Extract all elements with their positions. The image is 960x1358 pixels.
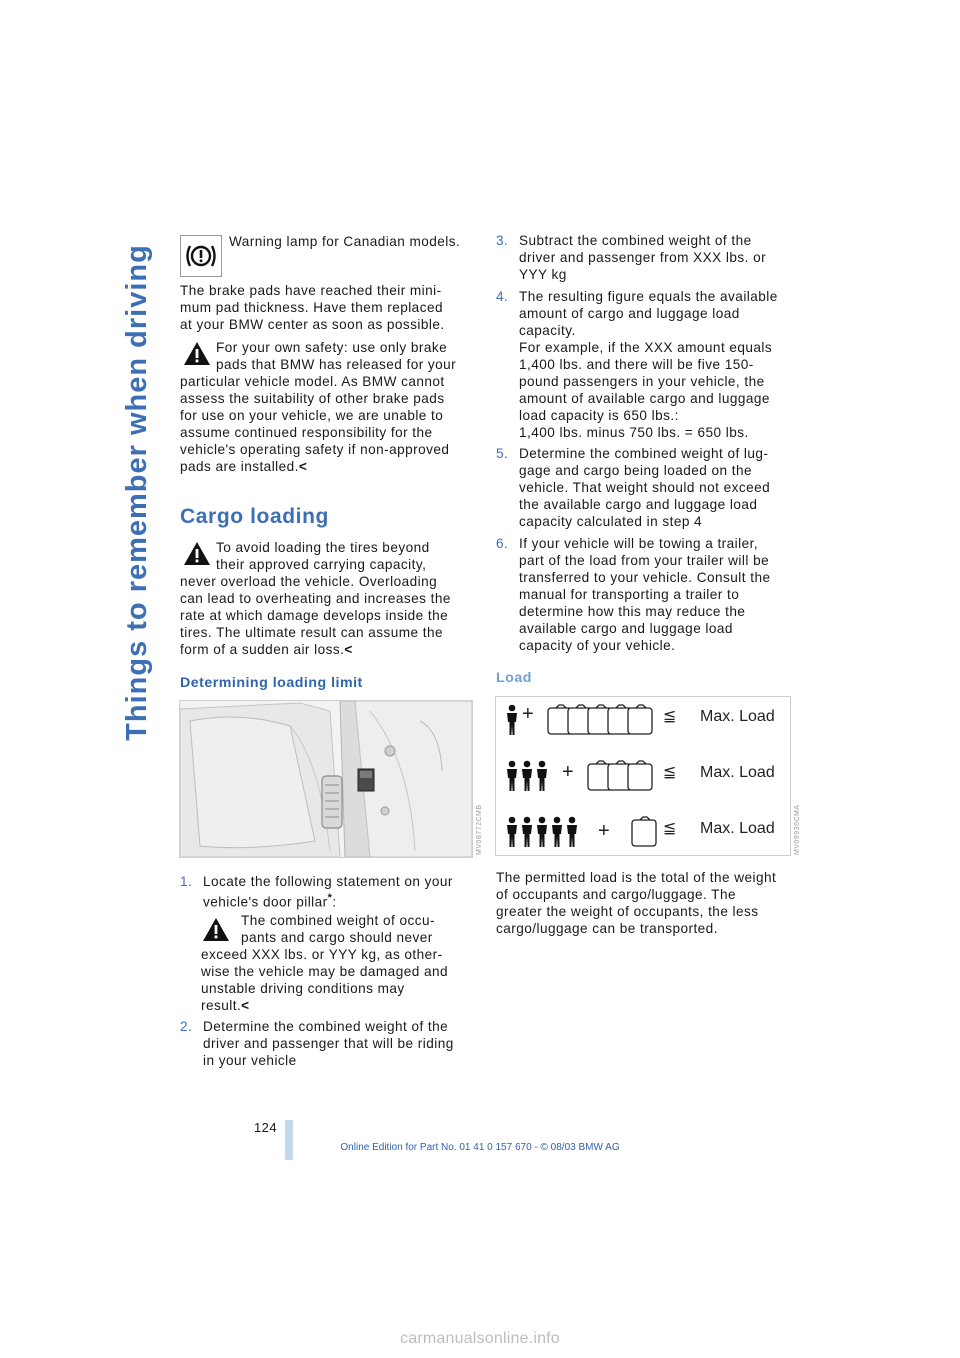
cargo-warning-paragraph bbox=[180, 539, 475, 658]
text-line: pads that BMW has released for your bbox=[216, 357, 457, 372]
text-line: driver and passenger from XXX lbs. or bbox=[519, 250, 767, 265]
load-row-1 bbox=[500, 700, 790, 740]
text-line: gage and cargo being loaded on the bbox=[519, 463, 752, 478]
luggage-icons bbox=[586, 760, 658, 792]
sidebar-title bbox=[112, 232, 162, 752]
door-pillar-quote bbox=[201, 912, 476, 1014]
text-line: capacity calculated in step 4 bbox=[519, 514, 703, 529]
load-row-3 bbox=[500, 812, 790, 852]
luggage-icon bbox=[630, 816, 660, 848]
text-line: If your vehicle will be towing a trailer, bbox=[519, 536, 759, 551]
text-line: mum pad thickness. Have them replaced bbox=[180, 300, 443, 315]
less-or-equal-sign: ≦ bbox=[663, 764, 677, 781]
end-mark: < bbox=[241, 998, 250, 1013]
door-figure-code: MV08772CMB bbox=[476, 804, 483, 855]
watermark: carmanualsonline.info bbox=[400, 1330, 560, 1347]
plus-sign: + bbox=[562, 761, 575, 783]
text-line: available cargo and luggage load bbox=[519, 621, 733, 636]
text-line: greater the weight of occupants, the less bbox=[496, 904, 759, 919]
text-line: Locate the following statement on your bbox=[203, 874, 453, 889]
load-heading: Load bbox=[496, 670, 532, 686]
text-line: vehicle's operating safety if non-approved bbox=[180, 442, 450, 457]
text-line: can lead to overheating and increases the bbox=[180, 591, 451, 606]
text-line: pound passengers in your vehicle, the bbox=[519, 374, 765, 389]
max-load-label: Max. Load bbox=[700, 820, 775, 837]
optional-equipment-star: * bbox=[327, 892, 333, 904]
text-line: 1,400 lbs. minus 750 lbs. = 650 lbs. bbox=[519, 425, 749, 440]
text-line: for use on your vehicle, we are unable to bbox=[180, 408, 444, 423]
text-line: assume continued responsibility for the bbox=[180, 425, 433, 440]
text-line: YYY kg bbox=[519, 267, 567, 282]
text-line: Determine the combined weight of lug- bbox=[519, 446, 769, 461]
step-4 bbox=[496, 288, 796, 441]
less-or-equal-sign: ≦ bbox=[663, 708, 677, 725]
text-line: the available cargo and luggage load bbox=[519, 497, 758, 512]
end-mark: < bbox=[298, 459, 308, 474]
step-number: 6. bbox=[496, 536, 509, 551]
text-line: capacity of your vehicle. bbox=[519, 638, 676, 653]
text-line: pads are installed.< bbox=[180, 459, 308, 474]
text-line: Subtract the combined weight of the bbox=[519, 233, 752, 248]
text-line: tires. The ultimate result can assume the bbox=[180, 625, 443, 640]
text-line: their approved carrying capacity, bbox=[216, 557, 427, 572]
text-line: result.< bbox=[201, 998, 250, 1013]
step-5 bbox=[496, 445, 796, 530]
people-icon bbox=[505, 760, 551, 792]
text-line: capacity. bbox=[519, 323, 576, 338]
max-load-label: Max. Load bbox=[700, 708, 775, 725]
step-number: 2. bbox=[180, 1019, 193, 1034]
step-number: 4. bbox=[496, 289, 509, 304]
text-line: manual for transporting a trailer to bbox=[519, 587, 740, 602]
load-row-2 bbox=[500, 756, 790, 796]
text-line: 1,400 lbs. and there will be five 150- bbox=[519, 357, 754, 372]
determining-loading-limit-heading: Determining loading limit bbox=[180, 675, 363, 691]
luggage-icons bbox=[546, 704, 656, 736]
edition-footer: Online Edition for Part No. 01 41 0 157 670 - © 08/03 BMW AG bbox=[340, 1142, 620, 1153]
people-icon bbox=[505, 816, 585, 848]
text-line: The resulting figure equals the available bbox=[519, 289, 778, 304]
page-number: 124 bbox=[254, 1120, 278, 1135]
step-3 bbox=[496, 232, 796, 283]
text-line: determine how this may reduce the bbox=[519, 604, 746, 619]
text-line: vehicle's door pillar*: bbox=[203, 892, 337, 910]
footer-bar bbox=[285, 1120, 293, 1160]
door-pillar-illustration bbox=[180, 701, 472, 857]
text-line: never overload the vehicle. Overloading bbox=[180, 574, 438, 589]
step-1 bbox=[180, 873, 480, 911]
step-number: 1. bbox=[180, 874, 193, 889]
text-line: driver and passenger that will be riding bbox=[203, 1036, 454, 1051]
max-load-label: Max. Load bbox=[700, 764, 775, 781]
cargo-loading-heading: Cargo loading bbox=[180, 505, 329, 528]
text-line: load capacity is 650 lbs.: bbox=[519, 408, 679, 423]
load-paragraph bbox=[496, 869, 796, 937]
less-or-equal-sign: ≦ bbox=[663, 820, 677, 837]
brake-pads-paragraph bbox=[180, 282, 470, 333]
sidebar-title-text: Things to remember when driving bbox=[120, 243, 153, 741]
text-line: Determine the combined weight of the bbox=[203, 1019, 449, 1034]
step-2 bbox=[180, 1018, 480, 1069]
plus-sign: + bbox=[598, 820, 611, 842]
text-line: pants and cargo should never bbox=[241, 930, 433, 945]
text-line: The permitted load is the total of the weight bbox=[496, 870, 777, 885]
text-line: of occupants and cargo/luggage. The bbox=[496, 887, 736, 902]
brake-warning-paragraph bbox=[180, 339, 475, 475]
text-line: transferred to your vehicle. Consult the bbox=[519, 570, 771, 585]
text-line: at your BMW center as soon as possible. bbox=[180, 317, 445, 332]
text-line: wise the vehicle may be damaged and bbox=[201, 964, 448, 979]
text-line: exceed XXX lbs. or YYY kg, as other- bbox=[201, 947, 443, 962]
brake-warning-lamp-icon bbox=[184, 244, 218, 268]
text-line: cargo/luggage can be transported. bbox=[496, 921, 718, 936]
text-line: To avoid loading the tires beyond bbox=[216, 540, 430, 555]
canadian-warning-lamp bbox=[180, 235, 222, 277]
text-line: The combined weight of occu- bbox=[241, 913, 435, 928]
text-line: For your own safety: use only brake bbox=[216, 340, 448, 355]
text-line: amount of available cargo and luggage bbox=[519, 391, 770, 406]
text-line: part of the load from your trailer will be bbox=[519, 553, 770, 568]
text-line: form of a sudden air loss.< bbox=[180, 642, 353, 657]
text-line: vehicle. That weight should not exceed bbox=[519, 480, 771, 495]
text-line: The brake pads have reached their mini- bbox=[180, 283, 442, 298]
text-line: rate at which damage develops inside the bbox=[180, 608, 449, 623]
end-mark: < bbox=[344, 642, 353, 657]
person-icon bbox=[505, 704, 519, 736]
text-line: amount of cargo and luggage load bbox=[519, 306, 740, 321]
text-line: particular vehicle model. As BMW cannot bbox=[180, 374, 445, 389]
step-6 bbox=[496, 535, 796, 654]
load-figure-code: MV09936CMA bbox=[794, 804, 801, 855]
plus-sign: + bbox=[522, 703, 535, 725]
step-number: 5. bbox=[496, 446, 509, 461]
step-number: 3. bbox=[496, 233, 509, 248]
canadian-caption: Warning lamp for Canadian models. bbox=[229, 234, 461, 249]
text-line: in your vehicle bbox=[203, 1053, 297, 1068]
door-pillar-figure bbox=[179, 700, 473, 858]
text-line: assess the suitability of other brake pads bbox=[180, 391, 445, 406]
text-line: unstable driving conditions may bbox=[201, 981, 405, 996]
text-line: For example, if the XXX amount equals bbox=[519, 340, 773, 355]
